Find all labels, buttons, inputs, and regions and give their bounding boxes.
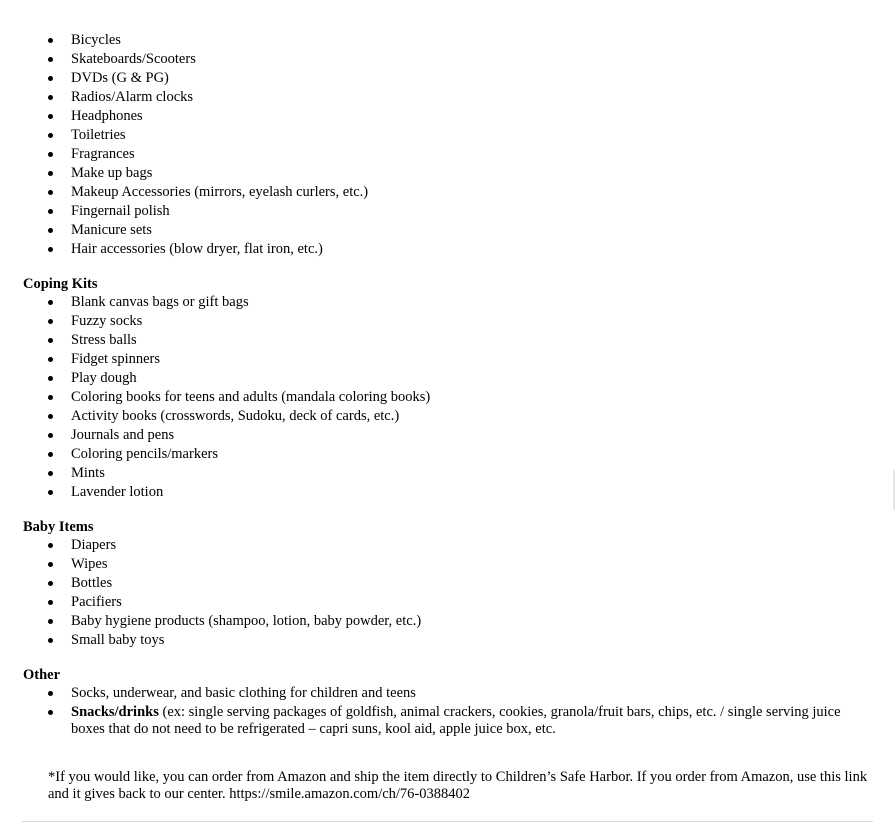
list-item: Diapers bbox=[0, 536, 880, 555]
list-item: Hair accessories (blow dryer, flat iron, etc.) bbox=[0, 240, 880, 259]
bullet-icon bbox=[48, 638, 53, 643]
bullet-icon bbox=[48, 300, 53, 305]
list-item: Pacifiers bbox=[0, 593, 880, 612]
bullet-icon bbox=[48, 581, 53, 586]
bullet-icon bbox=[48, 319, 53, 324]
list-item: Fingernail polish bbox=[0, 202, 880, 221]
list-item: Bottles bbox=[0, 574, 880, 593]
bullet-icon bbox=[48, 133, 53, 138]
list-item-snacks bbox=[0, 703, 880, 738]
bullet-icon bbox=[48, 114, 53, 119]
bullet-icon bbox=[48, 338, 53, 343]
list-item: Play dough bbox=[0, 369, 880, 388]
bullet-icon bbox=[48, 433, 53, 438]
bullet-icon bbox=[48, 710, 53, 715]
list-item: Coloring pencils/markers bbox=[0, 445, 880, 464]
bullet-icon bbox=[48, 414, 53, 419]
bullet-icon bbox=[48, 691, 53, 696]
bullet-icon bbox=[48, 38, 53, 43]
bullet-icon bbox=[48, 471, 53, 476]
bullet-icon bbox=[48, 376, 53, 381]
list-item: Baby hygiene products (shampoo, lotion, baby powder, etc.) bbox=[0, 612, 880, 631]
bullet-icon bbox=[48, 95, 53, 100]
list-item: Journals and pens bbox=[0, 426, 880, 445]
other-list bbox=[0, 684, 880, 738]
list-item: Radios/Alarm clocks bbox=[0, 88, 880, 107]
baby-items-list bbox=[0, 536, 880, 650]
bullet-icon bbox=[48, 395, 53, 400]
coping-kits-list bbox=[0, 293, 880, 502]
list-item: Bicycles bbox=[0, 31, 880, 50]
list-item: Fuzzy socks bbox=[0, 312, 880, 331]
bullet-icon bbox=[48, 171, 53, 176]
general-items-list bbox=[0, 31, 880, 259]
list-item: Coloring books for teens and adults (mandala coloring books) bbox=[0, 388, 880, 407]
list-item: Activity books (crosswords, Sudoku, deck of cards, etc.) bbox=[0, 407, 880, 426]
list-item: DVDs (G & PG) bbox=[0, 69, 880, 88]
list-item: Headphones bbox=[0, 107, 880, 126]
list-item: Wipes bbox=[0, 555, 880, 574]
list-item: Blank canvas bags or gift bags bbox=[0, 293, 880, 312]
snacks-label: Snacks/drinks bbox=[71, 704, 159, 720]
list-item: Fidget spinners bbox=[0, 350, 880, 369]
divider bbox=[22, 821, 873, 822]
list-item: Stress balls bbox=[0, 331, 880, 350]
bullet-icon bbox=[48, 57, 53, 62]
list-item: Fragrances bbox=[0, 145, 880, 164]
bullet-icon bbox=[48, 562, 53, 567]
bullet-icon bbox=[48, 190, 53, 195]
list-item: Small baby toys bbox=[0, 631, 880, 650]
list-item: Manicure sets bbox=[0, 221, 880, 240]
coping-kits-heading: Coping Kits bbox=[23, 276, 98, 292]
bullet-icon bbox=[48, 543, 53, 548]
other-heading: Other bbox=[23, 667, 61, 683]
bullet-icon bbox=[48, 247, 53, 252]
bullet-icon bbox=[48, 76, 53, 81]
bullet-icon bbox=[48, 490, 53, 495]
list-item: Toiletries bbox=[0, 126, 880, 145]
bullet-icon bbox=[48, 152, 53, 157]
bullet-icon bbox=[48, 209, 53, 214]
bullet-icon bbox=[48, 357, 53, 362]
list-item: Mints bbox=[0, 464, 880, 483]
bullet-icon bbox=[48, 600, 53, 605]
bullet-icon bbox=[48, 228, 53, 233]
list-item: Lavender lotion bbox=[0, 483, 880, 502]
list-item: Makeup Accessories (mirrors, eyelash curlers, etc.) bbox=[0, 183, 880, 202]
snacks-text: (ex: single serving packages of goldfish, animal crackers, cookies, granola/fruit bars, chips, etc. / single serving juice boxes that do not need to be refrigerated – capri suns, kool aid, apple juice box, etc. bbox=[71, 704, 841, 737]
bullet-icon bbox=[48, 452, 53, 457]
baby-items-heading: Baby Items bbox=[23, 519, 94, 535]
list-item: Make up bags bbox=[0, 164, 880, 183]
amazon-note: *If you would like, you can order from Amazon and ship the item directly to Children’s Safe Harbor. If you order from Amazon, use this link and it gives back to our center. https://smile.amazon.com/ch/76-0388402 bbox=[48, 769, 868, 802]
list-item: Socks, underwear, and basic clothing for children and teens bbox=[0, 684, 880, 703]
list-item: Skateboards/Scooters bbox=[0, 50, 880, 69]
bullet-icon bbox=[48, 619, 53, 624]
